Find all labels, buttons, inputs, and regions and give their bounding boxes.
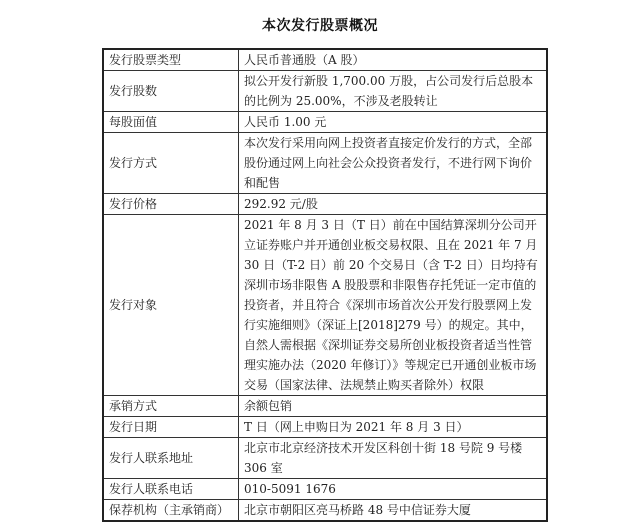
table-row-underwriting-method xyxy=(103,396,547,417)
row-value: 本次发行采用向网上投资者直接定价发行的方式，全部股份通过网上向社会公众投资者发行，不进行网下询价和配售 xyxy=(239,133,548,194)
row-label: 发行股票类型 xyxy=(103,49,239,71)
row-value: 010-5091 1676 xyxy=(239,479,548,500)
row-value: 拟公开发行新股 1,700.00 万股，占公司发行后总股本的比例为 25.00%，不涉及老股转让 xyxy=(239,71,548,112)
row-value: 2021 年 8 月 3 日（T 日）前在中国结算深圳分公司开立证券账户并开通创业板交易权限、且在 2021 年 7 月 30 日（T-2 日）前 20 个交易日（含 T-2 日）日均持有深圳市场非限售 A 股股票和非限售存托凭证一定市值的投资者，并且符合《深圳市场首次公开发行股票网上发行实施细则》（深证上[2018]279 号）的规定。其中，自然人需根据《深圳证券交易所创业板投资者适当性管理实施办法（2020 年修订）》等规定已开通创业板市场交易（国家法律、法规禁止购买者除外）权限 xyxy=(239,215,548,396)
row-value: 北京市北京经济技术开发区科创十街 18 号院 9 号楼 306 室 xyxy=(239,438,548,479)
row-label: 发行方式 xyxy=(103,133,239,194)
row-label: 保荐机构（主承销商） xyxy=(103,500,239,522)
row-value: 292.92 元/股 xyxy=(239,194,548,215)
table-row-sponsor xyxy=(103,500,547,522)
table-row-target-investors xyxy=(103,215,547,396)
row-label: 发行人联系电话 xyxy=(103,479,239,500)
row-label: 发行股数 xyxy=(103,71,239,112)
table-row-issue-date xyxy=(103,417,547,438)
row-value: 余额包销 xyxy=(239,396,548,417)
table-row-issuance-method xyxy=(103,133,547,194)
row-label: 发行价格 xyxy=(103,194,239,215)
row-value: 北京市朝阳区亮马桥路 48 号中信证券大厦 xyxy=(239,500,548,522)
row-value: T 日（网上申购日为 2021 年 8 月 3 日） xyxy=(239,417,548,438)
table-row-issuer-phone xyxy=(103,479,547,500)
row-label: 每股面值 xyxy=(103,112,239,133)
row-value: 人民币普通股（A 股） xyxy=(239,49,548,71)
stock-issuance-table xyxy=(102,48,548,522)
table-row-stock-type xyxy=(103,49,547,71)
table-row-share-count xyxy=(103,71,547,112)
row-label: 发行对象 xyxy=(103,215,239,396)
row-label: 发行日期 xyxy=(103,417,239,438)
table-row-issue-price xyxy=(103,194,547,215)
table-row-par-value xyxy=(103,112,547,133)
row-label: 承销方式 xyxy=(103,396,239,417)
row-label: 发行人联系地址 xyxy=(103,438,239,479)
table-row-issuer-address xyxy=(103,438,547,479)
document-title: 本次发行股票概况 xyxy=(262,18,378,34)
row-value: 人民币 1.00 元 xyxy=(239,112,548,133)
